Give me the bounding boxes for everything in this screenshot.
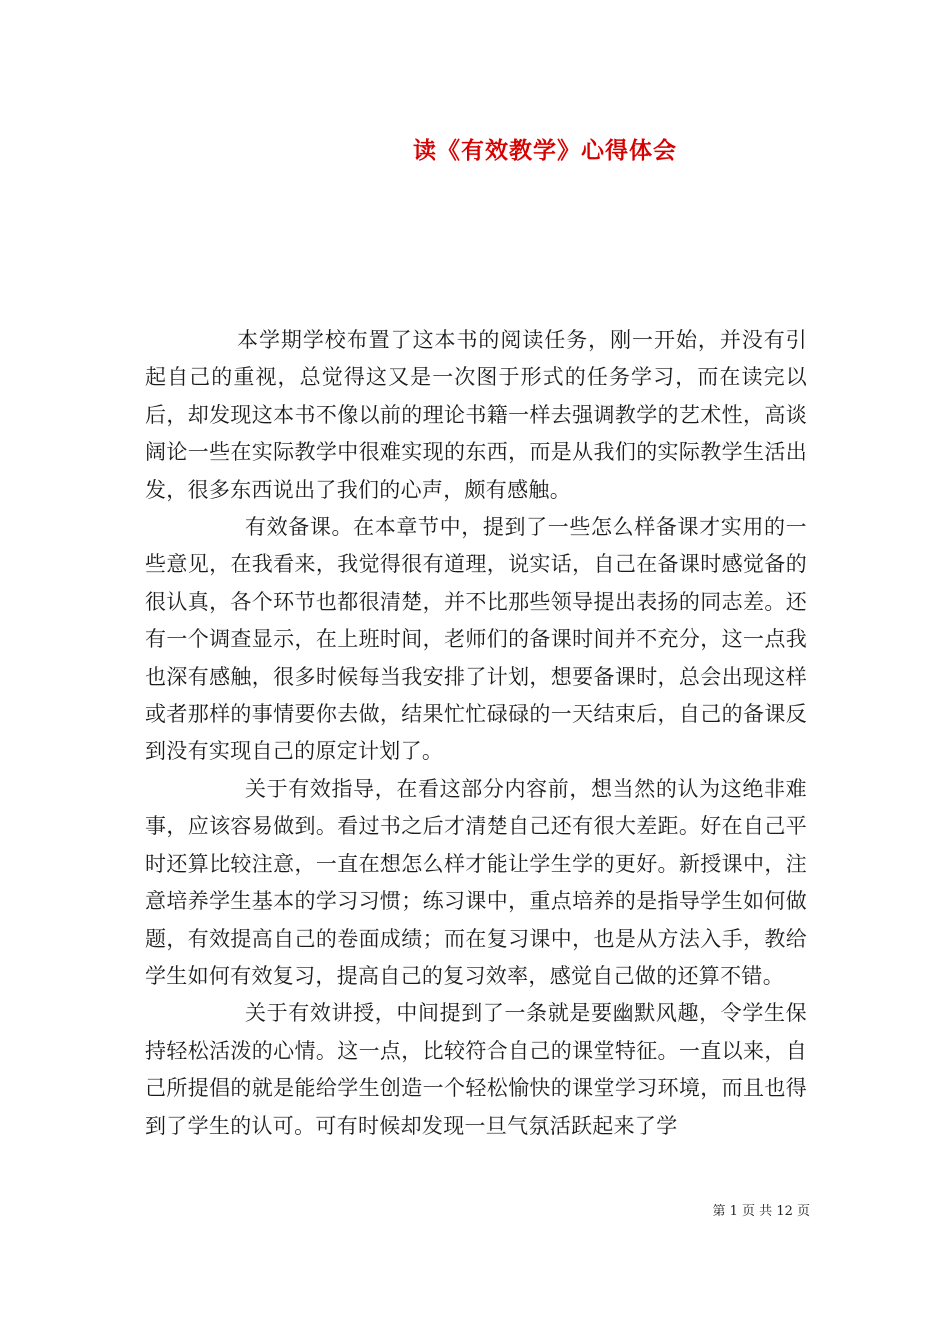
paragraph-2: 有效备课。在本章节中，提到了一些怎么样备课才实用的一些意见，在我看来，我觉得很有道理，说实话，自己在备课时感觉备的很认真，各个环节也都很清楚，并不比那些领导提出表扬的同志差。还有一个调查显示，在上班时间，老师们的备课时间并不充分，这一点我也深有感触，很多时候每当我安排了计划，想要备课时，总会出现这样或者那样的事情要你去做，结果忙忙碌碌的一天结束后，自己的备课反到没有实现自己的原定计划了。 bbox=[145, 515, 807, 764]
paragraph-4: 关于有效讲授，中间提到了一条就是要幽默风趣，令学生保持轻松活泼的心情。这一点，比较符合自己的课堂特征。一直以来，自己所提倡的就是能给学生创造一个轻松愉快的课堂学习环境，而且也得到了学生的认可。可有时候却发现一旦气氛活跃起来了学 bbox=[145, 1001, 807, 1138]
paragraph-1: 本学期学校布置了这本书的阅读任务，刚一开始，并没有引起自己的重视，总觉得这又是一次图于形式的任务学习，而在读完以后，却发现这本书不像以前的理论书籍一样去强调教学的艺术性，高谈阔论一些在实际教学中很难实现的东西，而是从我们的实际教学生活出发，很多东西说出了我们的心声，颇有感触。 bbox=[145, 328, 807, 502]
page-number: 第 1 页 共 12 页 bbox=[712, 1204, 810, 1219]
page-title: 读《有效教学》心得体会 bbox=[413, 137, 677, 164]
document-body bbox=[145, 322, 807, 1145]
paragraph-3: 关于有效指导，在看这部分内容前，想当然的认为这绝非难事，应该容易做到。看过书之后才清楚自己还有很大差距。好在自己平时还算比较注意，一直在想怎么样才能让学生学的更好。新授课中，注意培养学生基本的学习习惯；练习课中，重点培养的是指导学生如何做题，有效提高自己的卷面成绩；而在复习课中，也是从方法入手，教给学生如何有效复习，提高自己的复习效率，感觉自己做的还算不错。 bbox=[145, 776, 807, 988]
